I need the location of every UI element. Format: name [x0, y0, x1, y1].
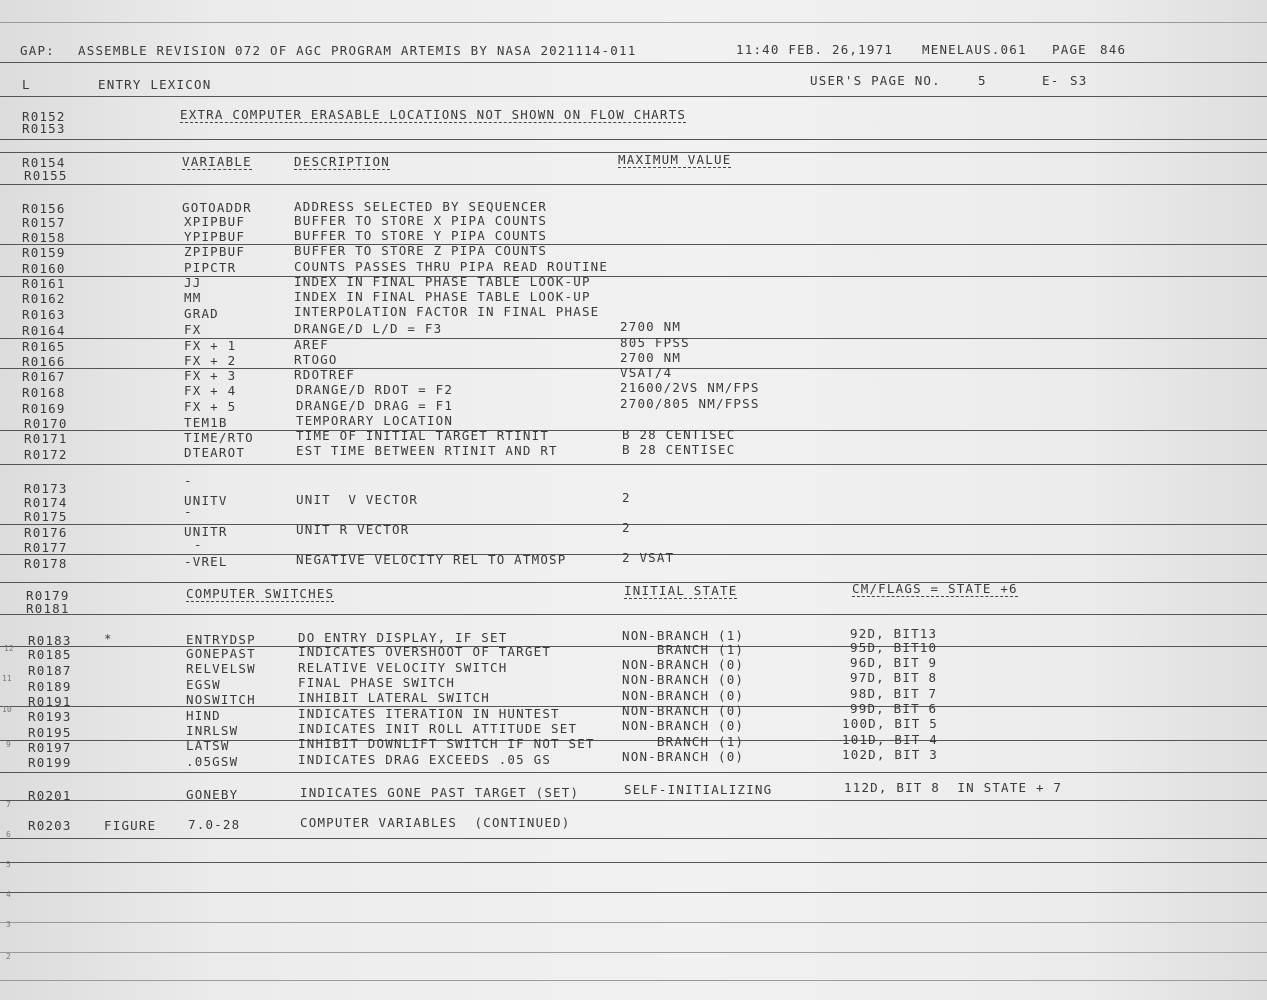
page-rule: [0, 838, 1267, 839]
switch-name: GONEPAST: [186, 646, 256, 661]
section-title: EXTRA COMPUTER ERASABLE LOCATIONS NOT SHOWN ON FLOW CHARTS: [180, 107, 687, 122]
margin-mark: 11: [2, 674, 12, 683]
cm-flags: 100D, BIT 5: [842, 716, 938, 731]
margin-mark: 2: [6, 952, 11, 961]
line-ref: R0161: [22, 276, 66, 291]
variable-name: UNITR: [184, 524, 228, 539]
initial-state: NON-BRANCH (0): [622, 688, 745, 703]
header-page-label: PAGE: [1052, 42, 1087, 57]
margin-mark: 7: [6, 800, 11, 809]
line-ref: R0163: [22, 307, 66, 322]
variable-name: FX + 1: [184, 338, 237, 353]
line-ref: R0181: [26, 601, 70, 616]
cm-flags: 95D, BIT10: [850, 640, 938, 655]
margin-mark: 5: [6, 860, 11, 869]
page-rule: [0, 22, 1267, 23]
line-ref: R0178: [24, 556, 68, 571]
variable-name: TIME/RTO: [184, 430, 254, 445]
line-ref: R0173: [24, 481, 68, 496]
line-ref: R0176: [24, 525, 68, 540]
subheader-es: E-: [1042, 73, 1060, 88]
switch-name: .05GSW: [186, 754, 239, 769]
margin-mark: 9: [6, 740, 11, 749]
initial-state: NON-BRANCH (0): [622, 703, 745, 718]
header-menelaus: MENELAUS.061: [922, 42, 1027, 57]
column-header-variable: VARIABLE: [182, 154, 252, 169]
variable-description: INTERPOLATION FACTOR IN FINAL PHASE: [294, 304, 600, 319]
variable-name: UNITV: [184, 493, 228, 508]
maximum-value: 2700 NM: [620, 319, 682, 334]
asterisk-marker: *: [104, 631, 113, 646]
variable-description: DRANGE/D DRAG = F1: [296, 398, 454, 413]
header-page-number: 846: [1100, 42, 1127, 57]
variable-name: ZPIPBUF: [184, 244, 246, 259]
switch-description: INDICATES ITERATION IN HUNTEST: [298, 706, 560, 721]
line-ref: R0165: [22, 339, 66, 354]
margin-mark: 3: [6, 920, 11, 929]
figure-label: FIGURE: [104, 818, 157, 833]
line-ref: R0169: [22, 401, 66, 416]
switch-name: RELVELSW: [186, 661, 256, 676]
line-ref: R0174: [24, 495, 68, 510]
line-ref: R0203: [28, 818, 72, 833]
line-ref: R0158: [22, 230, 66, 245]
variable-name: FX + 2: [184, 353, 237, 368]
line-ref: R0189: [28, 679, 72, 694]
variable-name: YPIPBUF: [184, 229, 246, 244]
variable-description: BUFFER TO STORE Y PIPA COUNTS: [294, 228, 548, 243]
cm-flags: 98D, BIT 7: [850, 686, 938, 701]
line-ref: R0195: [28, 725, 72, 740]
line-ref: R0170: [24, 416, 68, 431]
variable-name: PIPCTR: [184, 260, 237, 275]
maximum-value: 21600/2VS NM/FPS: [620, 380, 760, 395]
line-ref: R0191: [28, 694, 72, 709]
cm-flags: 112D, BIT 8 IN STATE + 7: [844, 780, 1063, 795]
line-ref: R0167: [22, 369, 66, 384]
initial-state: SELF-INITIALIZING: [624, 782, 773, 797]
page-rule: [0, 96, 1267, 97]
variable-description: NEGATIVE VELOCITY REL TO ATMOSP: [296, 552, 567, 567]
page-rule: [0, 922, 1267, 923]
variable-name: FX + 4: [184, 383, 237, 398]
line-ref: R0193: [28, 709, 72, 724]
variable-description: UNIT R VECTOR: [296, 522, 410, 537]
page-rule: [0, 862, 1267, 863]
maximum-value: 2 VSAT: [622, 550, 675, 565]
maximum-value: 2700 NM: [620, 350, 682, 365]
initial-state: NON-BRANCH (0): [622, 672, 745, 687]
switch-description: RELATIVE VELOCITY SWITCH: [298, 660, 508, 675]
maximum-value: 2: [622, 490, 631, 505]
column-header-computer-switches: COMPUTER SWITCHES: [186, 586, 335, 601]
page-rule: [0, 952, 1267, 953]
line-ref: R0156: [22, 201, 66, 216]
line-ref: R0152: [22, 109, 66, 124]
line-ref: R0159: [22, 245, 66, 260]
switch-name: INRLSW: [186, 723, 239, 738]
maximum-value: B 28 CENTISEC: [622, 427, 736, 442]
switch-name: LATSW: [186, 738, 230, 753]
variable-name: GOTOADDR: [182, 200, 252, 215]
cm-flags: 97D, BIT 8: [850, 670, 938, 685]
switch-name: ENTRYDSP: [186, 632, 256, 647]
variable-description: RTOGO: [294, 352, 338, 367]
variable-description: INDEX IN FINAL PHASE TABLE LOOK-UP: [294, 289, 591, 304]
page-rule: [0, 184, 1267, 185]
maximum-value: B 28 CENTISEC: [622, 442, 736, 457]
switch-description: INHIBIT DOWNLIFT SWITCH IF NOT SET: [298, 736, 595, 751]
line-ref: R0157: [22, 215, 66, 230]
page-rule: [0, 139, 1267, 140]
variable-name: JJ: [184, 275, 202, 290]
variable-name: FX + 3: [184, 368, 237, 383]
variable-description: UNIT V VECTOR: [296, 492, 419, 507]
variable-description: TEMPORARY LOCATION: [296, 413, 454, 428]
variable-name: MM: [184, 290, 202, 305]
switch-description: INHIBIT LATERAL SWITCH: [298, 690, 490, 705]
variable-description: BUFFER TO STORE X PIPA COUNTS: [294, 213, 548, 228]
variable-description: DRANGE/D L/D = F3: [294, 321, 443, 336]
line-ref: R0155: [24, 168, 68, 183]
margin-mark: 6: [6, 830, 11, 839]
page-rule: [0, 464, 1267, 465]
line-ref: R0179: [26, 588, 70, 603]
page-rule: [0, 980, 1267, 981]
header-assemble: ASSEMBLE REVISION 072 OF AGC PROGRAM ARTEMIS BY NASA 2021114-011: [78, 43, 637, 58]
switch-description: INDICATES INIT ROLL ATTITUDE SET: [298, 721, 578, 736]
line-ref: R0199: [28, 755, 72, 770]
variable-name: TEM1B: [184, 415, 228, 430]
line-ref: R0153: [22, 121, 66, 136]
initial-state: BRANCH (1): [622, 734, 745, 749]
subheader-title: ENTRY LEXICON: [98, 77, 212, 92]
switch-description: FINAL PHASE SWITCH: [298, 675, 456, 690]
cm-flags: 99D, BIT 6: [850, 701, 938, 716]
figure-caption-text: COMPUTER VARIABLES (CONTINUED): [300, 815, 571, 830]
cm-flags: 102D, BIT 3: [842, 747, 938, 762]
variable-name: GRAD: [184, 306, 219, 321]
maximum-value: VSAT/4: [620, 365, 673, 380]
variable-name: -: [194, 537, 203, 552]
line-ref: R0177: [24, 540, 68, 555]
line-ref: R0185: [28, 647, 72, 662]
line-ref: R0201: [28, 788, 72, 803]
cm-flags: 101D, BIT 4: [842, 732, 938, 747]
variable-name: DTEAROT: [184, 445, 246, 460]
line-ref: R0183: [28, 633, 72, 648]
initial-state: NON-BRANCH (0): [622, 749, 745, 764]
line-ref: R0175: [24, 509, 68, 524]
line-ref: R0172: [24, 447, 68, 462]
switch-name: HIND: [186, 708, 221, 723]
variable-name: XPIPBUF: [184, 214, 246, 229]
variable-description: BUFFER TO STORE Z PIPA COUNTS: [294, 243, 548, 258]
column-header-cm-flags: CM/FLAGS = STATE +6: [852, 581, 1018, 596]
page-rule: [0, 614, 1267, 615]
variable-description: DRANGE/D RDOT = F2: [296, 382, 454, 397]
variable-description: EST TIME BETWEEN RTINIT AND RT: [296, 443, 558, 458]
column-header-description: DESCRIPTION: [294, 154, 390, 169]
line-ref: R0171: [24, 431, 68, 446]
variable-description: TIME OF INITIAL TARGET RTINIT: [296, 428, 550, 443]
switch-description: INDICATES GONE PAST TARGET (SET): [300, 785, 580, 800]
margin-mark: 12: [4, 644, 14, 653]
users-page-number: 5: [978, 73, 987, 88]
users-page-label: USER'S PAGE NO.: [810, 73, 941, 88]
variable-name: FX: [184, 322, 202, 337]
column-header-maximum-value: MAXIMUM VALUE: [618, 152, 732, 167]
line-ref: R0154: [22, 155, 66, 170]
initial-state: BRANCH (1): [622, 642, 745, 657]
switch-name: NOSWITCH: [186, 692, 256, 707]
variable-name: -VREL: [184, 554, 228, 569]
line-ref: R0166: [22, 354, 66, 369]
line-ref: R0197: [28, 740, 72, 755]
variable-name: -: [184, 473, 193, 488]
initial-state: NON-BRANCH (1): [622, 628, 745, 643]
line-ref: R0187: [28, 663, 72, 678]
subheader-s3: S3: [1070, 73, 1088, 88]
switch-description: INDICATES DRAG EXCEEDS .05 GS: [298, 752, 552, 767]
margin-mark: 10: [2, 705, 12, 714]
variable-description: COUNTS PASSES THRU PIPA READ ROUTINE: [294, 259, 609, 274]
variable-description: INDEX IN FINAL PHASE TABLE LOOK-UP: [294, 274, 591, 289]
column-header-initial-state: INITIAL STATE: [624, 583, 738, 598]
switch-description: INDICATES OVERSHOOT OF TARGET: [298, 644, 552, 659]
variable-description: ADDRESS SELECTED BY SEQUENCER: [294, 199, 548, 214]
margin-mark: 4: [6, 890, 11, 899]
line-ref: R0160: [22, 261, 66, 276]
cm-flags: 96D, BIT 9: [850, 655, 938, 670]
header-gap: GAP:: [20, 43, 55, 58]
variable-name: -: [184, 504, 193, 519]
page-rule: [0, 62, 1267, 63]
variable-description: RDOTREF: [294, 367, 356, 382]
subheader-l: L: [22, 77, 31, 92]
variable-description: AREF: [294, 337, 329, 352]
line-ref: R0162: [22, 291, 66, 306]
page-rule: [0, 892, 1267, 893]
line-ref: R0164: [22, 323, 66, 338]
figure-number: 7.0-28: [188, 817, 241, 832]
cm-flags: 92D, BIT13: [850, 626, 938, 641]
maximum-value: 2700/805 NM/FPSS: [620, 396, 760, 411]
maximum-value: 2: [622, 520, 631, 535]
initial-state: NON-BRANCH (0): [622, 718, 745, 733]
line-ref: R0168: [22, 385, 66, 400]
page-rule: [0, 772, 1267, 773]
maximum-value: 805 FPSS: [620, 335, 690, 350]
switch-name: EGSW: [186, 677, 221, 692]
variable-name: FX + 5: [184, 399, 237, 414]
initial-state: NON-BRANCH (0): [622, 657, 745, 672]
header-timestamp: 11:40 FEB. 26,1971: [736, 42, 894, 57]
switch-description: DO ENTRY DISPLAY, IF SET: [298, 630, 508, 645]
switch-name: GONEBY: [186, 787, 239, 802]
